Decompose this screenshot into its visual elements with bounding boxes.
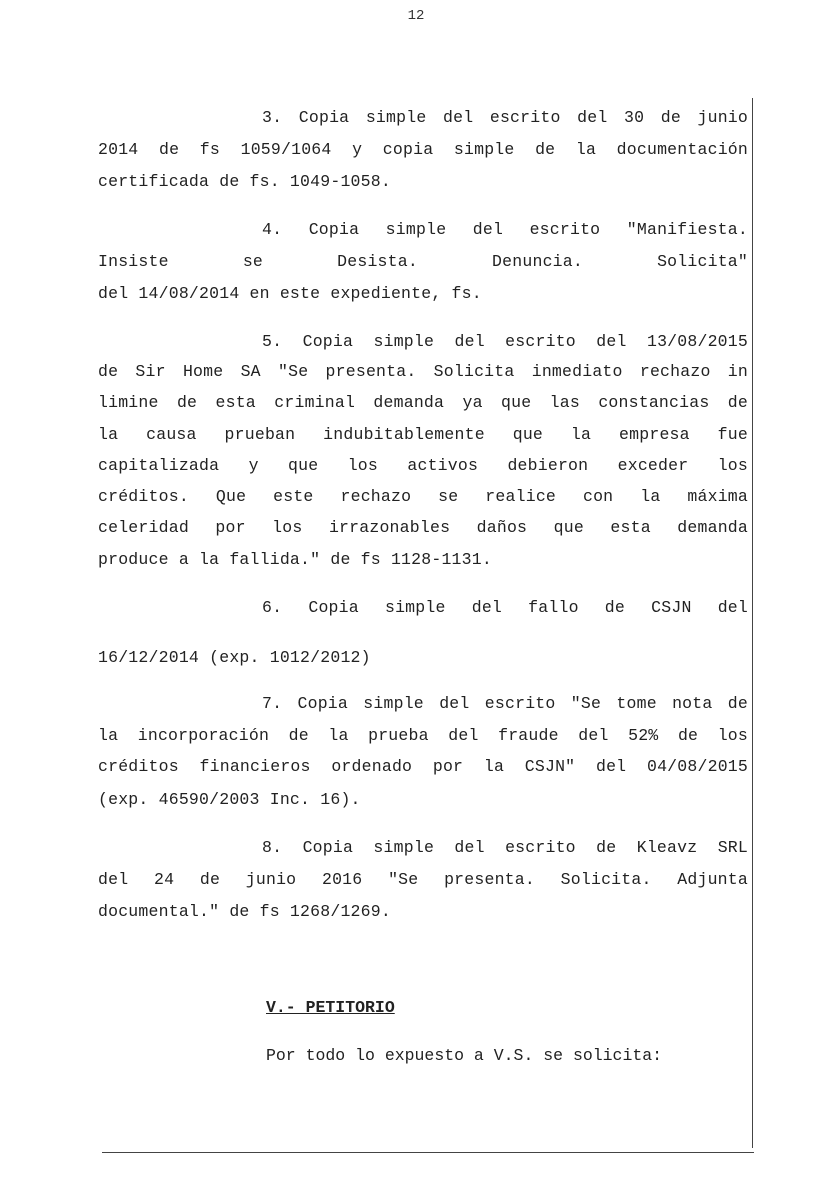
item-7-line-4: (exp. 46590/2003 Inc. 16). — [98, 790, 361, 809]
item-7-line-2: la incorporación de la prueba del fraude del 52% de los — [98, 726, 748, 745]
item-5-line-1: 5. Copia simple del escrito del 13/08/2015 — [262, 332, 748, 351]
item-5-line-7: celeridad por los irrazonables daños que esta demanda — [98, 518, 748, 537]
item-3-line-1: 3. Copia simple del escrito del 30 de junio — [262, 108, 748, 127]
item-5-line-3: limine de esta criminal demanda ya que las constancias de — [98, 393, 748, 412]
item-5-line-6: créditos. Que este rechazo se realice con la máxima — [98, 487, 748, 506]
item-3-line-2: 2014 de fs 1059/1064 y copia simple de la documentación — [98, 140, 748, 159]
closing-text: Por todo lo expuesto a V.S. se solicita: — [266, 1046, 663, 1065]
page-number: 12 — [407, 8, 425, 24]
item-4-line-1: 4. Copia simple del escrito "Manifiesta. — [262, 220, 748, 239]
item-5-line-4: la causa prueban indubitablemente que la empresa fue — [98, 425, 748, 444]
item-8-line-1: 8. Copia simple del escrito de Kleavz SRL — [262, 838, 748, 857]
item-5-line-2: de Sir Home SA "Se presenta. Solicita inmediato rechazo in — [98, 362, 748, 381]
item-7-line-1: 7. Copia simple del escrito "Se tome nota de — [262, 694, 748, 713]
item-4-line-2: Insiste se Desista. Denuncia. Solicita" — [98, 252, 748, 271]
bottom-rule — [102, 1152, 754, 1153]
item-5-line-5: capitalizada y que los activos debieron exceder los — [98, 456, 748, 475]
item-5-line-8: produce a la fallida." de fs 1128-1131. — [98, 550, 492, 569]
right-margin-rule — [752, 98, 753, 1148]
item-8-line-3: documental." de fs 1268/1269. — [98, 902, 391, 921]
section-heading: V.- PETITORIO — [266, 998, 395, 1017]
item-3-line-3: certificada de fs. 1049-1058. — [98, 172, 391, 191]
item-6-line-1: 6. Copia simple del fallo de CSJN del — [262, 598, 748, 617]
item-8-line-2: del 24 de junio 2016 "Se presenta. Solicita. Adjunta — [98, 870, 748, 889]
item-7-line-3: créditos financieros ordenado por la CSJN" del 04/08/2015 — [98, 757, 748, 776]
item-4-line-3: del 14/08/2014 en este expediente, fs. — [98, 284, 482, 303]
item-6-line-2: 16/12/2014 (exp. 1012/2012) — [98, 648, 371, 667]
